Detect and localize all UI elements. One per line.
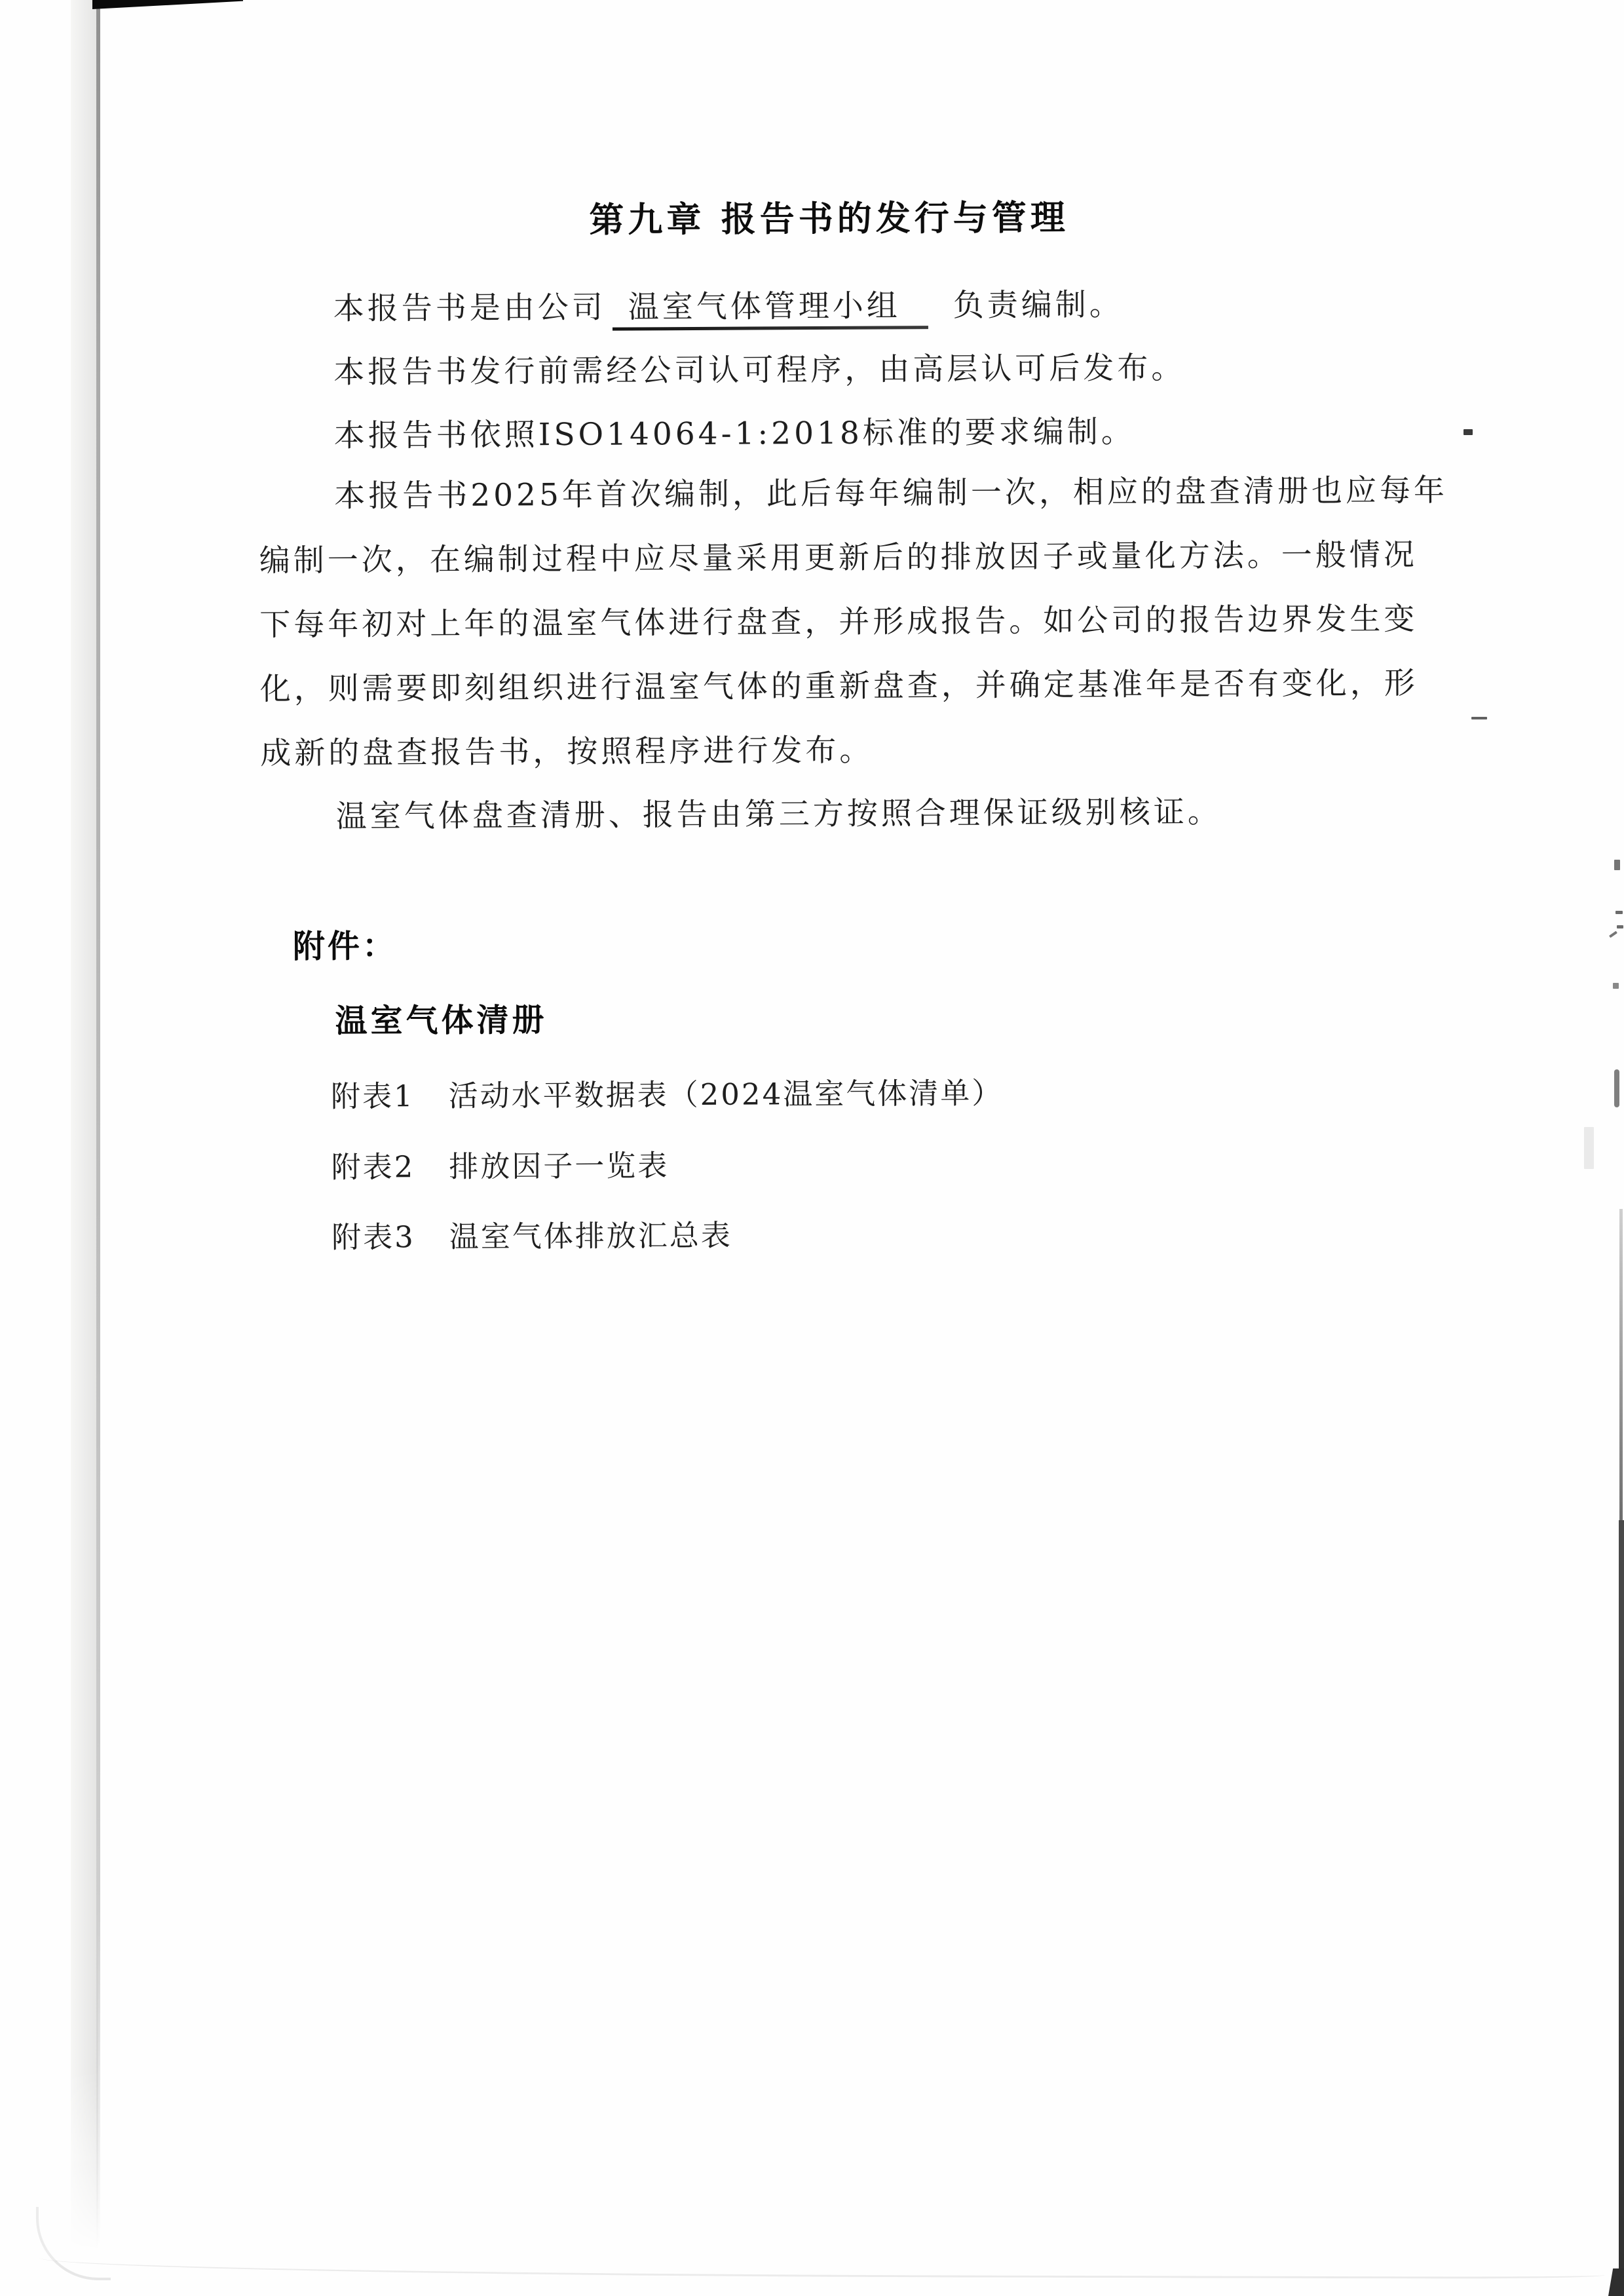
- scan-right-edge-line: [1619, 1209, 1623, 1523]
- paragraph-schedule-line-5: 成新的盘查报告书，按照程序进行发布。: [260, 732, 874, 772]
- paragraph-schedule-line-1: 本报告书2025年首次编制，此后每年编制一次，相应的盘查清册也应每年: [334, 472, 1448, 514]
- attachment-item-2: [331, 1141, 669, 1186]
- attachments-subheading: 温室气体清册: [335, 1001, 548, 1040]
- scan-edge-fragment: [1614, 1069, 1619, 1107]
- paragraph-approval: 本报告书发行前需经公司认可程序，由高层认可后发布。: [333, 350, 1186, 391]
- compiled-by-suffix: 负责编制。: [953, 286, 1124, 324]
- scan-right-edge-band: [1619, 1520, 1624, 2296]
- attachment-3-title: 温室气体排放汇总表: [449, 1217, 732, 1254]
- paragraph-verification: 温室气体盘查清册、报告由第三方按照合理保证级别核证。: [335, 794, 1222, 835]
- scan-edge-fragment: [1617, 925, 1623, 928]
- attachment-3-label: 附表3: [331, 1219, 415, 1255]
- scan-speck: [1463, 429, 1473, 435]
- attachment-1-label: 附表1: [330, 1079, 415, 1114]
- paragraph-compiled-by: [258, 280, 1124, 333]
- scan-edge-fragment: [1615, 911, 1623, 914]
- paragraph-schedule-line-4: 化，则需要即刻组织进行温室气体的重新盘查，并确定基准年是否有变化，形: [259, 665, 1418, 708]
- scan-bottom-left-page-curl: [36, 2207, 111, 2280]
- paragraph-schedule-line-3: 下每年初对上年的温室气体进行盘查，并形成报告。如公司的报告边界发生变: [259, 601, 1418, 643]
- scan-left-gutter-band: [71, 0, 98, 2251]
- scan-top-left-black-wedge: [92, 0, 243, 9]
- attachment-1-title: 活动水平数据表（2024温室气体清单）: [448, 1075, 1004, 1113]
- paragraph-schedule-line-2: 编制一次，在编制过程中应尽量采用更新后的排放因子或量化方法。一般情况: [259, 537, 1418, 579]
- scan-edge-fragment: [1609, 931, 1617, 938]
- attachment-item-3: [331, 1212, 732, 1256]
- scan-edge-fragment: [1613, 983, 1619, 989]
- compiled-by-prefix: 本报告书是由公司: [333, 289, 606, 327]
- fill-in-blank-underlined: 温室气体管理小组: [613, 281, 928, 331]
- scan-smudge: [1584, 1127, 1594, 1169]
- attachment-item-1: [331, 1069, 1003, 1115]
- scan-speck: [1471, 717, 1487, 719]
- paragraph-standard: 本报告书依照ISO14064-1:2018标准的要求编制。: [333, 413, 1135, 454]
- attachment-2-label: 附表2: [331, 1149, 415, 1185]
- scan-left-gutter-edge-line: [96, 0, 100, 2248]
- chapter-title: 第九章 报告书的发行与管理: [589, 197, 1069, 240]
- scan-edge-fragment: [1614, 860, 1620, 870]
- attachment-2-title: 排放因子一览表: [449, 1148, 670, 1184]
- scan-bottom-shadow-line: [39, 2252, 1605, 2279]
- attachments-heading: 附件：: [292, 927, 398, 966]
- scan-bottom-right-wedge: [1608, 2268, 1624, 2296]
